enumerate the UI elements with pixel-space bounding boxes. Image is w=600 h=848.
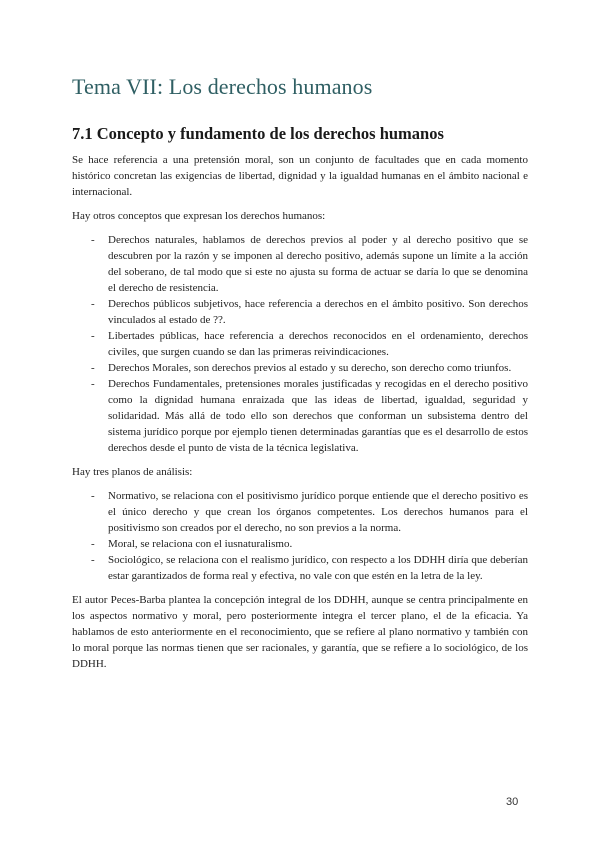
closing-paragraph: El autor Peces-Barba plantea la concepción integral de los DDHH, aunque se centra principalmente en los aspectos normativo y moral, pero posteriormente integra el tercer plano, el de la eficacia. Ya hablamos de esto anteriormente en el reconocimiento, que se refiere al plano normativo y también con lo moral porque las normas tienen que ser racionales, y garantía, que se refiere a lo sociológico, de los DDHH. <box>72 594 528 670</box>
section-body <box>72 152 528 680</box>
list-item-text: Libertades públicas, hace referencia a derechos reconocidos en el ordenamiento, derechos civiles, que surgen cuando se dan las primeras reivindicaciones. <box>108 330 528 358</box>
chapter-title: Tema VII: Los derechos humanos <box>72 74 373 99</box>
planes-list <box>72 488 528 584</box>
bullet-dash: - <box>91 490 95 502</box>
bullet-dash: - <box>91 362 95 374</box>
planes-lead-paragraph: Hay tres planos de análisis: <box>72 466 193 478</box>
list-item-text: Derechos públicos subjetivos, hace referencia a derechos en el ámbito positivo. Son derechos vinculados al estado de ??. <box>108 298 528 326</box>
list-item-text: Derechos naturales, hablamos de derechos previos al poder y al derecho positivo que se descubren por la razón y se imponen al derecho positivo, además supone un límite a la acción del soberano, de tal modo que si este no ajusta su forma de actuar se daría lo que se denomina el derecho de resistencia. <box>108 234 528 294</box>
bullet-dash: - <box>91 298 95 310</box>
list-item <box>72 296 528 328</box>
list-item-text: Normativo, se relaciona con el positivismo jurídico porque entiende que el derecho positivo es el único derecho y que crean los órganos competentes. Los derechos humanos para el positivismo son creados por el derecho, no son previos a la norma. <box>108 490 528 534</box>
list-item <box>72 552 528 584</box>
list-item <box>72 488 528 536</box>
list-item <box>72 360 528 376</box>
bullet-dash: - <box>91 378 95 390</box>
list-item-text: Sociológico, se relaciona con el realismo jurídico, con respecto a los DDHH diría que deberían estar garantizados de forma real y efectiva, no vale con que estén en la letra de la ley. <box>108 554 528 582</box>
bullet-dash: - <box>91 330 95 342</box>
list-item-text: Derechos Fundamentales, pretensiones morales justificadas y recogidas en el derecho positivo como la dignidad humana enraizada que las ideas de libertad, igualdad, seguridad y solidaridad. Más allá de todo ello son derechos que conforman un subsistema dentro del sistema jurídico porque por ejemplo tienen determinadas garantías que es el desarrollo de estos derechos desde el punto de vista de la técnica legislativa. <box>108 378 528 454</box>
section-title: 7.1 Concepto y fundamento de los derechos humanos <box>72 124 444 143</box>
list-item <box>72 376 528 456</box>
list-item-text: Moral, se relaciona con el iusnaturalismo. <box>108 538 293 550</box>
list-item <box>72 328 528 360</box>
concepts-lead-paragraph: Hay otros conceptos que expresan los derechos humanos: <box>72 210 326 222</box>
concepts-list <box>72 232 528 456</box>
page-number: 30 <box>506 796 519 808</box>
list-item-text: Derechos Morales, son derechos previos al estado y su derecho, son derecho como triunfos. <box>108 362 512 374</box>
bullet-dash: - <box>91 234 95 246</box>
intro-paragraph: Se hace referencia a una pretensión moral, son un conjunto de facultades que en cada momento histórico concretan las exigencias de libertad, dignidad y la igualdad humanas en el ámbito nacional e internacional. <box>72 154 528 198</box>
list-item <box>72 232 528 296</box>
list-item <box>72 536 528 552</box>
bullet-dash: - <box>91 538 95 550</box>
bullet-dash: - <box>91 554 95 566</box>
